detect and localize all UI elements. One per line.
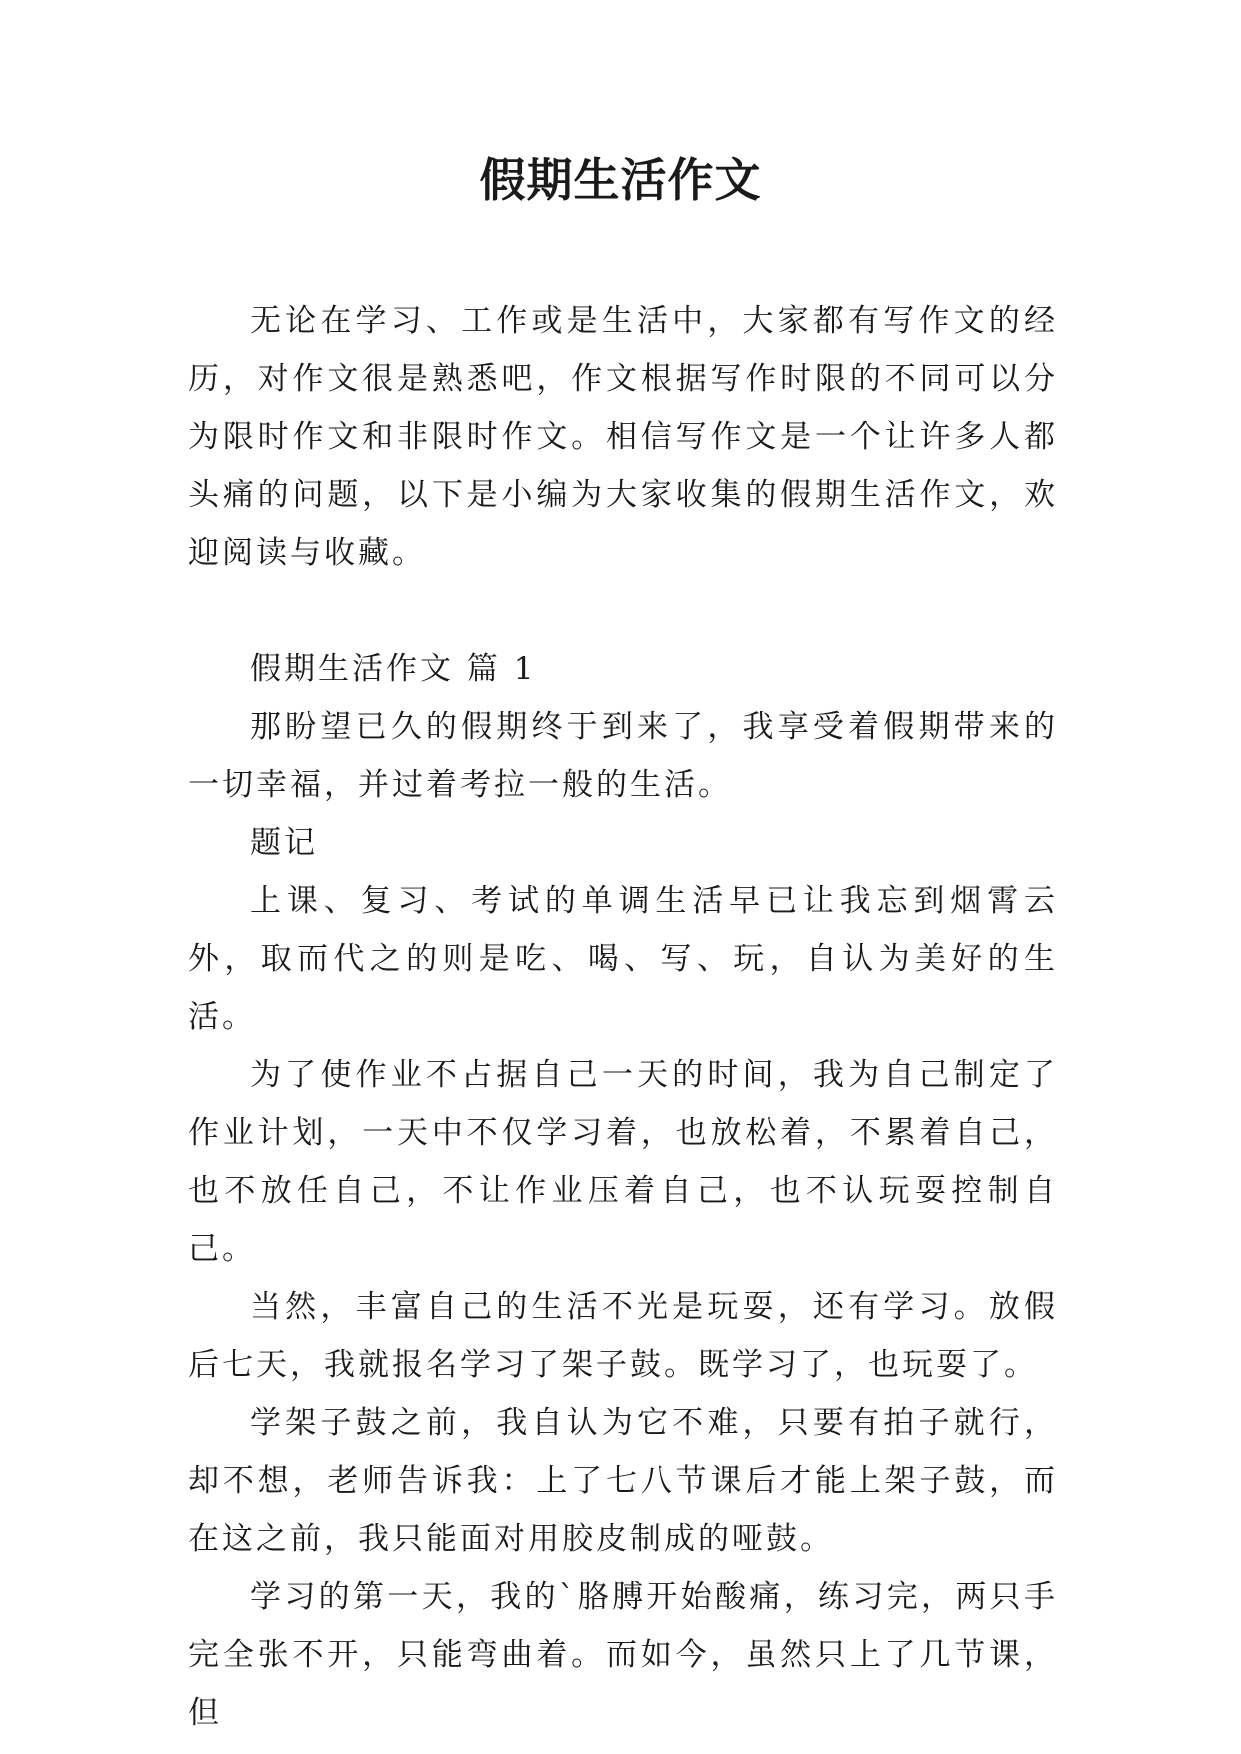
document-title: 假期生活作文 [479,153,762,207]
paragraph: 上课、复习、考试的单调生活早已让我忘到烟霄云外，取而代之的则是吃、喝、写、玩，自认为美好的生活。 [188,883,1058,1035]
paragraph: 为了使作业不占据自己一天的时间，我为自己制定了作业计划，一天中不仅学习着，也放松着，不累着自己，也不放任自己，不让作业压着自己，也不认玩耍控制自己。 [188,1057,1058,1267]
intro-section [188,292,1058,582]
paragraph: 当然，丰富自己的生活不光是玩耍，还有学习。放假后七天，我就报名学习了架子鼓。既学习了，也玩耍了。 [188,1289,1058,1383]
paragraph: 学架子鼓之前，我自认为它不难，只要有拍子就行，却不想，老师告诉我：上了七八节课后才能上架子鼓，而在这之前，我只能面对用胶皮制成的哑鼓。 [188,1405,1058,1557]
paragraph: 那盼望已久的假期终于到来了，我享受着假期带来的一切幸福，并过着考拉一般的生活。 [188,709,1058,803]
paragraph: 题记 [250,825,318,861]
paragraph: 学习的第一天，我的`胳膊开始酸痛，练习完，两只手完全张不开，只能弯曲着。而如今，虽然只上了几节课，但 [188,1579,1058,1731]
intro-paragraph: 无论在学习、工作或是生活中，大家都有写作文的经历，对作文很是熟悉吧，作文根据写作时限的不同可以分为限时作文和非限时作文。相信写作文是一个让许多人都头痛的问题，以下是小编为大家收集的假期生活作文，欢迎阅读与收藏。 [188,303,1058,571]
article-section [188,640,1058,1742]
section-heading: 假期生活作文 篇 1 [250,651,537,687]
